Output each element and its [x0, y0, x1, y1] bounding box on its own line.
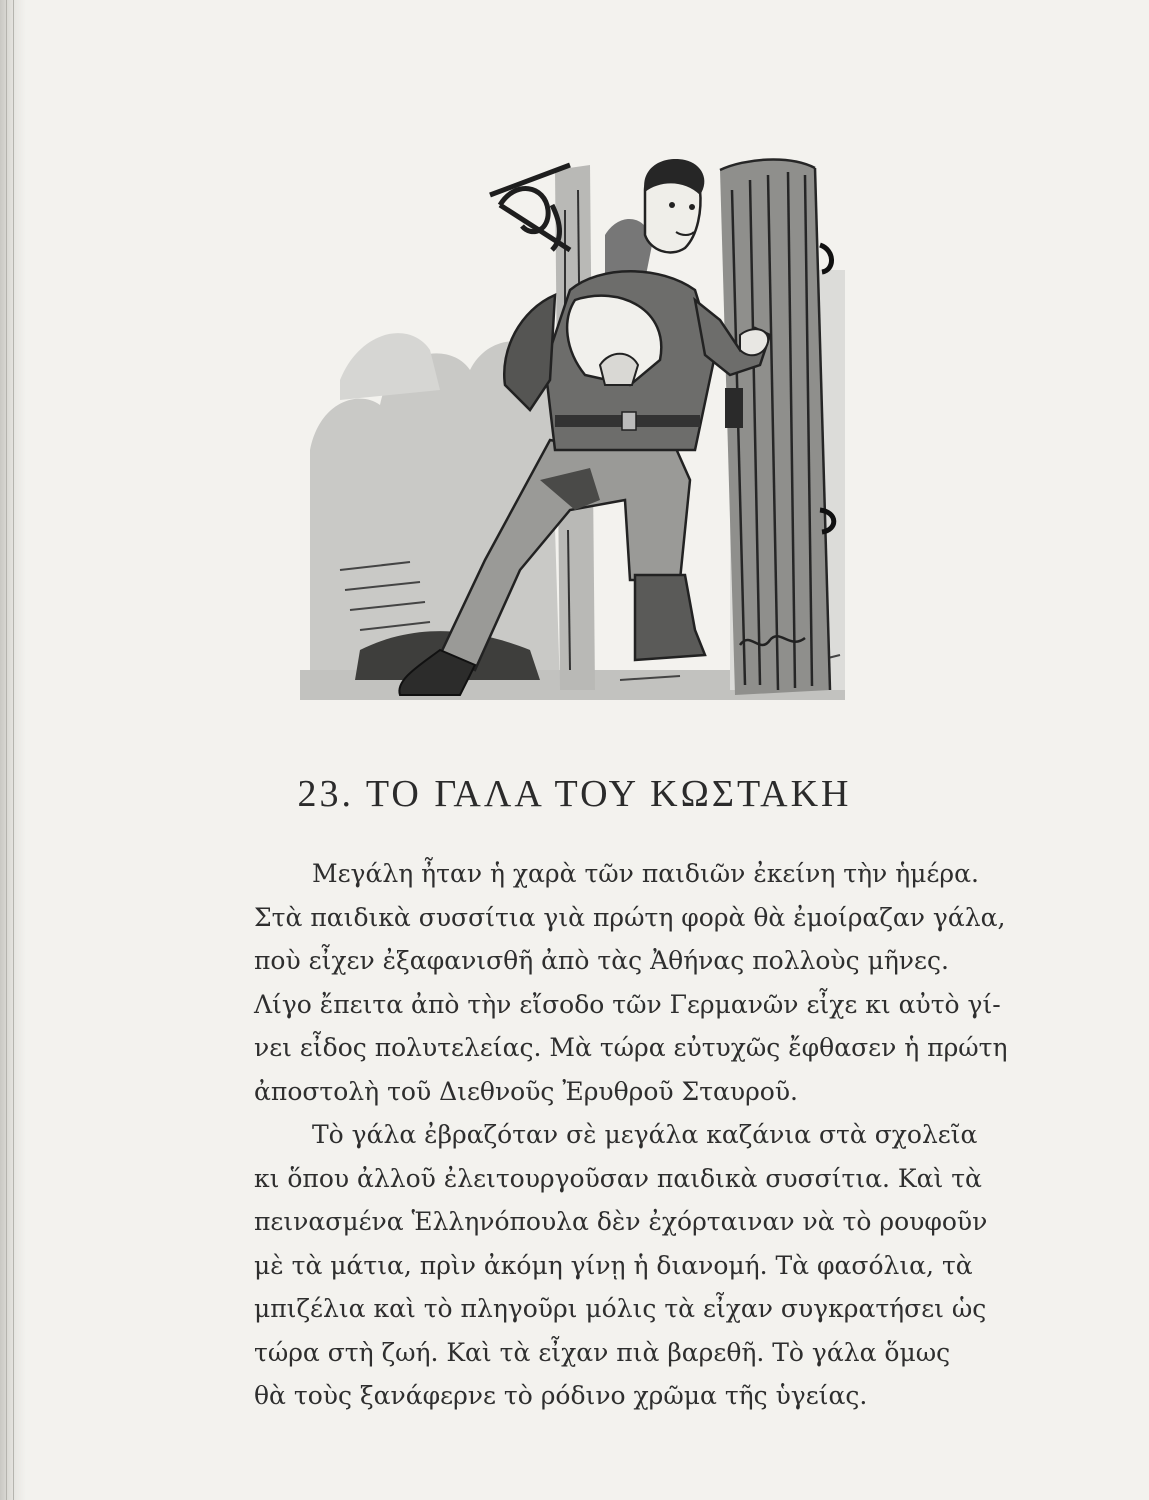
text-line: πεινασμένα Ἑλληνόπουλα δὲν ἐχόρταιναν νὰ τὸ ρουφοῦν — [254, 1207, 988, 1236]
text-line: θὰ τοὺς ξανάφερνε τὸ ρόδινο χρῶμα τῆς ὑγείας. — [254, 1381, 868, 1410]
text-line: ἀποστολὴ τοῦ Διεθνοῦς Ἐρυθροῦ Σταυροῦ. — [254, 1076, 799, 1106]
text-line: μπιζέλια καὶ τὸ πληγοῦρι μόλις τὰ εἶχαν συγκρατήσει ὡς — [254, 1294, 987, 1323]
text-line: μὲ τὰ μάτια, πρὶν ἀκόμη γίνῃ ἡ διανομή. Τὰ φασόλια, τὰ — [254, 1250, 973, 1280]
chapter-body-text — [254, 852, 1008, 1418]
text-line: Μεγάλη ἦταν ἡ χαρὰ τῶν παιδιῶν ἐκείνη τὴν ἡμέρα. — [312, 859, 979, 888]
chapter-illustration — [300, 150, 845, 700]
page-edge-line — [6, 0, 7, 1500]
chapter-title: 23. ΤΟ ΓΑΛΑ ΤΟΥ ΚΩΣΤΑΚΗ — [297, 773, 852, 815]
text-line: κι ὅπου ἀλλοῦ ἐλειτουργοῦσαν παιδικὰ συσσίτια. Καὶ τὰ — [254, 1163, 982, 1193]
boy-with-arm-sling-at-door-illustration — [300, 150, 845, 700]
text-line: τώρα στὴ ζωή. Καὶ τὰ εἶχαν πιὰ βαρεθῆ. Τὸ γάλα ὅμως — [254, 1337, 951, 1367]
text-line: Λίγο ἔπειτα ἀπὸ τὴν εἴσοδο τῶν Γερμανῶν εἶχε κι αὐτὸ γί- — [254, 989, 1001, 1019]
page-edge-line — [13, 0, 14, 1500]
text-line: ποὺ εἶχεν ἐξαφανισθῆ ἀπὸ τὰς Ἀθήνας πολλοὺς μῆνες. — [254, 946, 949, 975]
text-line: Τὸ γάλα ἐβραζόταν σὲ μεγάλα καζάνια στὰ σχολεῖα — [312, 1120, 978, 1149]
text-line: νει εἶδος πολυτελείας. Μὰ τώρα εὐτυχῶς ἔφθασεν ἡ πρώτη — [254, 1033, 1008, 1062]
text-line: Στὰ παιδικὰ συσσίτια γιὰ πρώτη φορὰ θὰ ἐμοίραζαν γάλα, — [254, 902, 1006, 932]
